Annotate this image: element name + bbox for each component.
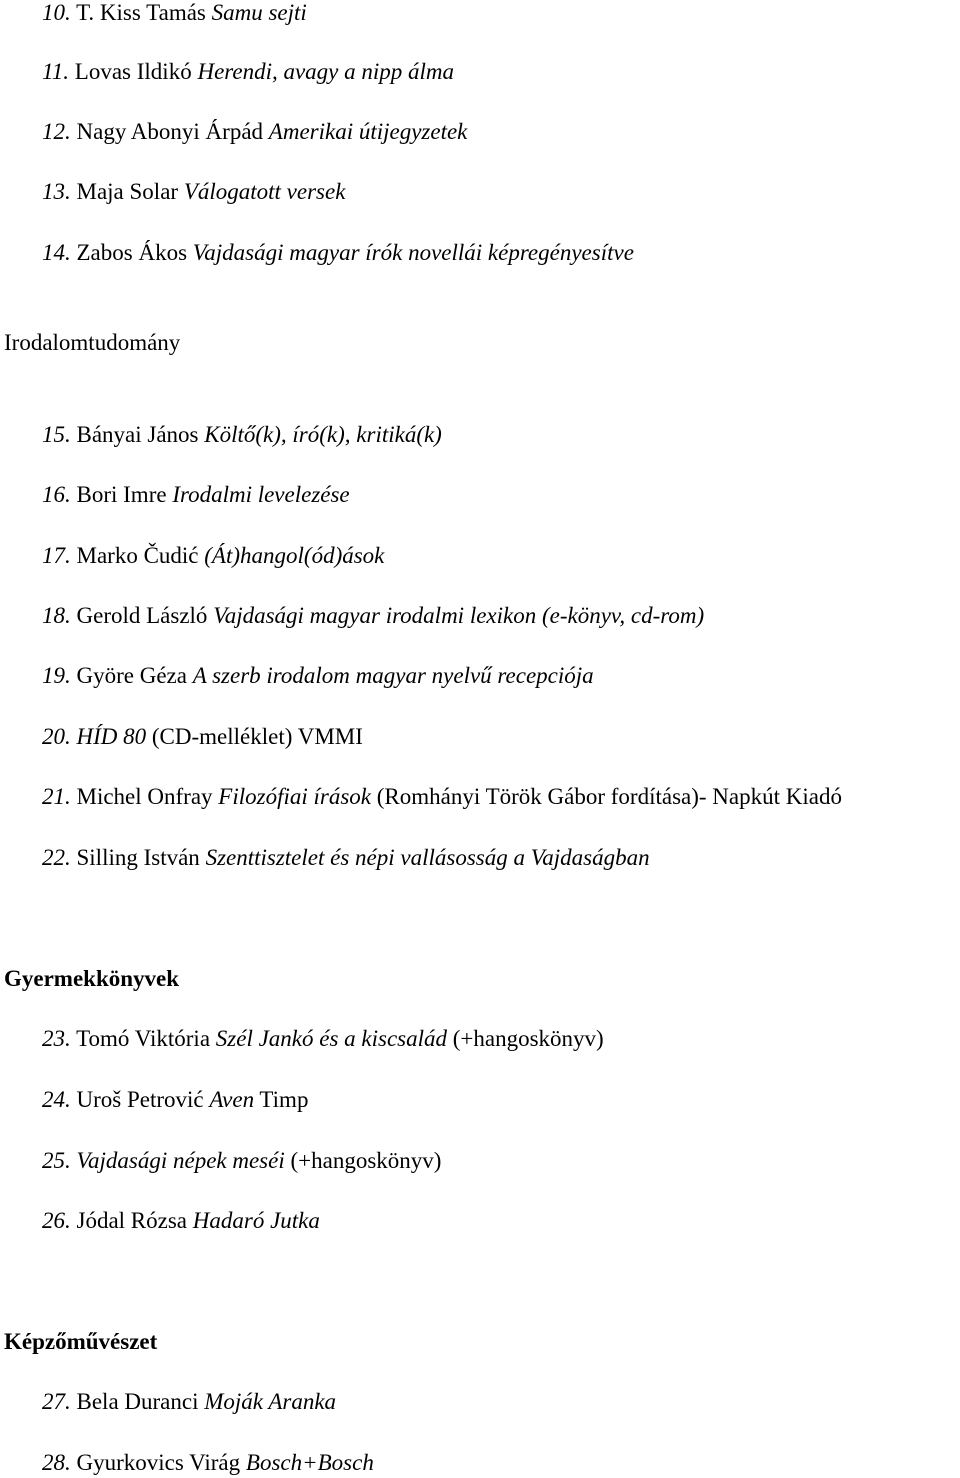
item-extra: (Romhányi Török Gábor fordítása)- Napkút Kiadó xyxy=(376,784,842,809)
list-item xyxy=(42,240,634,266)
item-title: Irodalmi levelezése xyxy=(172,482,350,507)
item-author: Bori Imre xyxy=(76,482,167,507)
item-number: 27. xyxy=(42,1389,71,1414)
item-extra: Timp xyxy=(259,1087,309,1112)
section-heading-irodalomtudomany: Irodalomtudomány xyxy=(4,330,181,355)
item-author: Gyurkovics Virág xyxy=(76,1450,241,1475)
item-title: Aven xyxy=(209,1087,255,1112)
item-author: Tomó Viktória xyxy=(76,1026,211,1051)
item-title: Válogatott versek xyxy=(183,179,346,204)
item-author: Maja Solar xyxy=(76,179,179,204)
item-number: 14. xyxy=(42,240,71,265)
list-item xyxy=(42,1450,374,1476)
item-title: Szenttisztelet és népi vallásosság a Vajdaságban xyxy=(205,845,650,870)
list-item xyxy=(42,482,350,508)
list-item xyxy=(42,724,363,750)
item-title: Szél Jankó és a kiscsalád xyxy=(215,1026,448,1051)
item-title: Herendi, avagy a nipp álma xyxy=(197,59,455,84)
list-item xyxy=(42,603,704,629)
item-number: 10. xyxy=(42,0,71,25)
item-author: Jódal Rózsa xyxy=(76,1208,188,1233)
item-author: Nagy Abonyi Árpád xyxy=(76,119,264,144)
item-title: Samu sejti xyxy=(211,0,307,25)
list-item xyxy=(42,179,345,205)
item-number: 11. xyxy=(42,59,70,84)
item-title: Amerikai útijegyzetek xyxy=(268,119,468,144)
item-number: 26. xyxy=(42,1208,71,1233)
item-number: 12. xyxy=(42,119,71,144)
item-author: Györe Géza xyxy=(76,663,187,688)
item-number: 17. xyxy=(42,543,71,568)
item-author: Lovas Ildikó xyxy=(74,59,192,84)
list-item xyxy=(42,422,442,448)
item-author: Bela Duranci xyxy=(76,1389,199,1414)
item-author: Uroš Petrović xyxy=(76,1087,204,1112)
item-title: Bosch+Bosch xyxy=(245,1450,374,1475)
item-number: 19. xyxy=(42,663,71,688)
item-title: (Át)hangol(ód)ások xyxy=(204,543,385,568)
item-author: Gerold László xyxy=(76,603,208,628)
item-title: HÍD 80 xyxy=(76,724,147,749)
item-author: Bányai János xyxy=(76,422,199,447)
item-number: 22. xyxy=(42,845,71,870)
item-author: Silling István xyxy=(76,845,200,870)
item-author: Marko Čudić xyxy=(76,543,199,568)
list-item xyxy=(42,119,467,145)
list-item xyxy=(42,784,842,810)
section-heading-kepzomuveszet: Képzőművészet xyxy=(4,1329,158,1354)
item-extra: (+hangoskönyv) xyxy=(452,1026,604,1051)
item-author: Zabos Ákos xyxy=(76,240,188,265)
item-title: Vajdasági magyar írók novellái képregényesítve xyxy=(192,240,634,265)
item-title: Moják Aranka xyxy=(204,1389,337,1414)
list-item xyxy=(42,59,454,85)
item-number: 16. xyxy=(42,482,71,507)
item-title: Vajdasági népek meséi xyxy=(76,1148,285,1173)
section-heading-gyermekkonyvek: Gyermekkönyvek xyxy=(4,966,180,991)
item-extra: (+hangoskönyv) xyxy=(290,1148,442,1173)
list-item xyxy=(42,845,650,871)
item-author: T. Kiss Tamás xyxy=(76,0,206,25)
item-number: 20. xyxy=(42,724,71,749)
item-number: 18. xyxy=(42,603,71,628)
item-title: Vajdasági magyar irodalmi lexikon (e-könyv, cd-rom) xyxy=(213,603,705,628)
item-title: Hadaró Jutka xyxy=(192,1208,320,1233)
item-number: 23. xyxy=(42,1026,71,1051)
list-item xyxy=(42,663,594,689)
item-number: 28. xyxy=(42,1450,71,1475)
item-number: 13. xyxy=(42,179,71,204)
list-item xyxy=(42,543,384,569)
item-number: 25. xyxy=(42,1148,71,1173)
list-item xyxy=(42,0,307,26)
item-number: 21. xyxy=(42,784,71,809)
item-author: Michel Onfray xyxy=(76,784,213,809)
item-extra: (CD-melléklet) VMMI xyxy=(151,724,363,749)
list-item xyxy=(42,1389,336,1415)
item-number: 15. xyxy=(42,422,71,447)
list-item xyxy=(42,1208,320,1234)
item-title: Költő(k), író(k), kritiká(k) xyxy=(204,422,442,447)
item-number: 24. xyxy=(42,1087,71,1112)
item-title: A szerb irodalom magyar nyelvű recepciója xyxy=(192,663,594,688)
list-item xyxy=(42,1148,441,1174)
item-title: Filozófiai írások xyxy=(218,784,371,809)
list-item xyxy=(42,1026,604,1052)
list-item xyxy=(42,1087,308,1113)
